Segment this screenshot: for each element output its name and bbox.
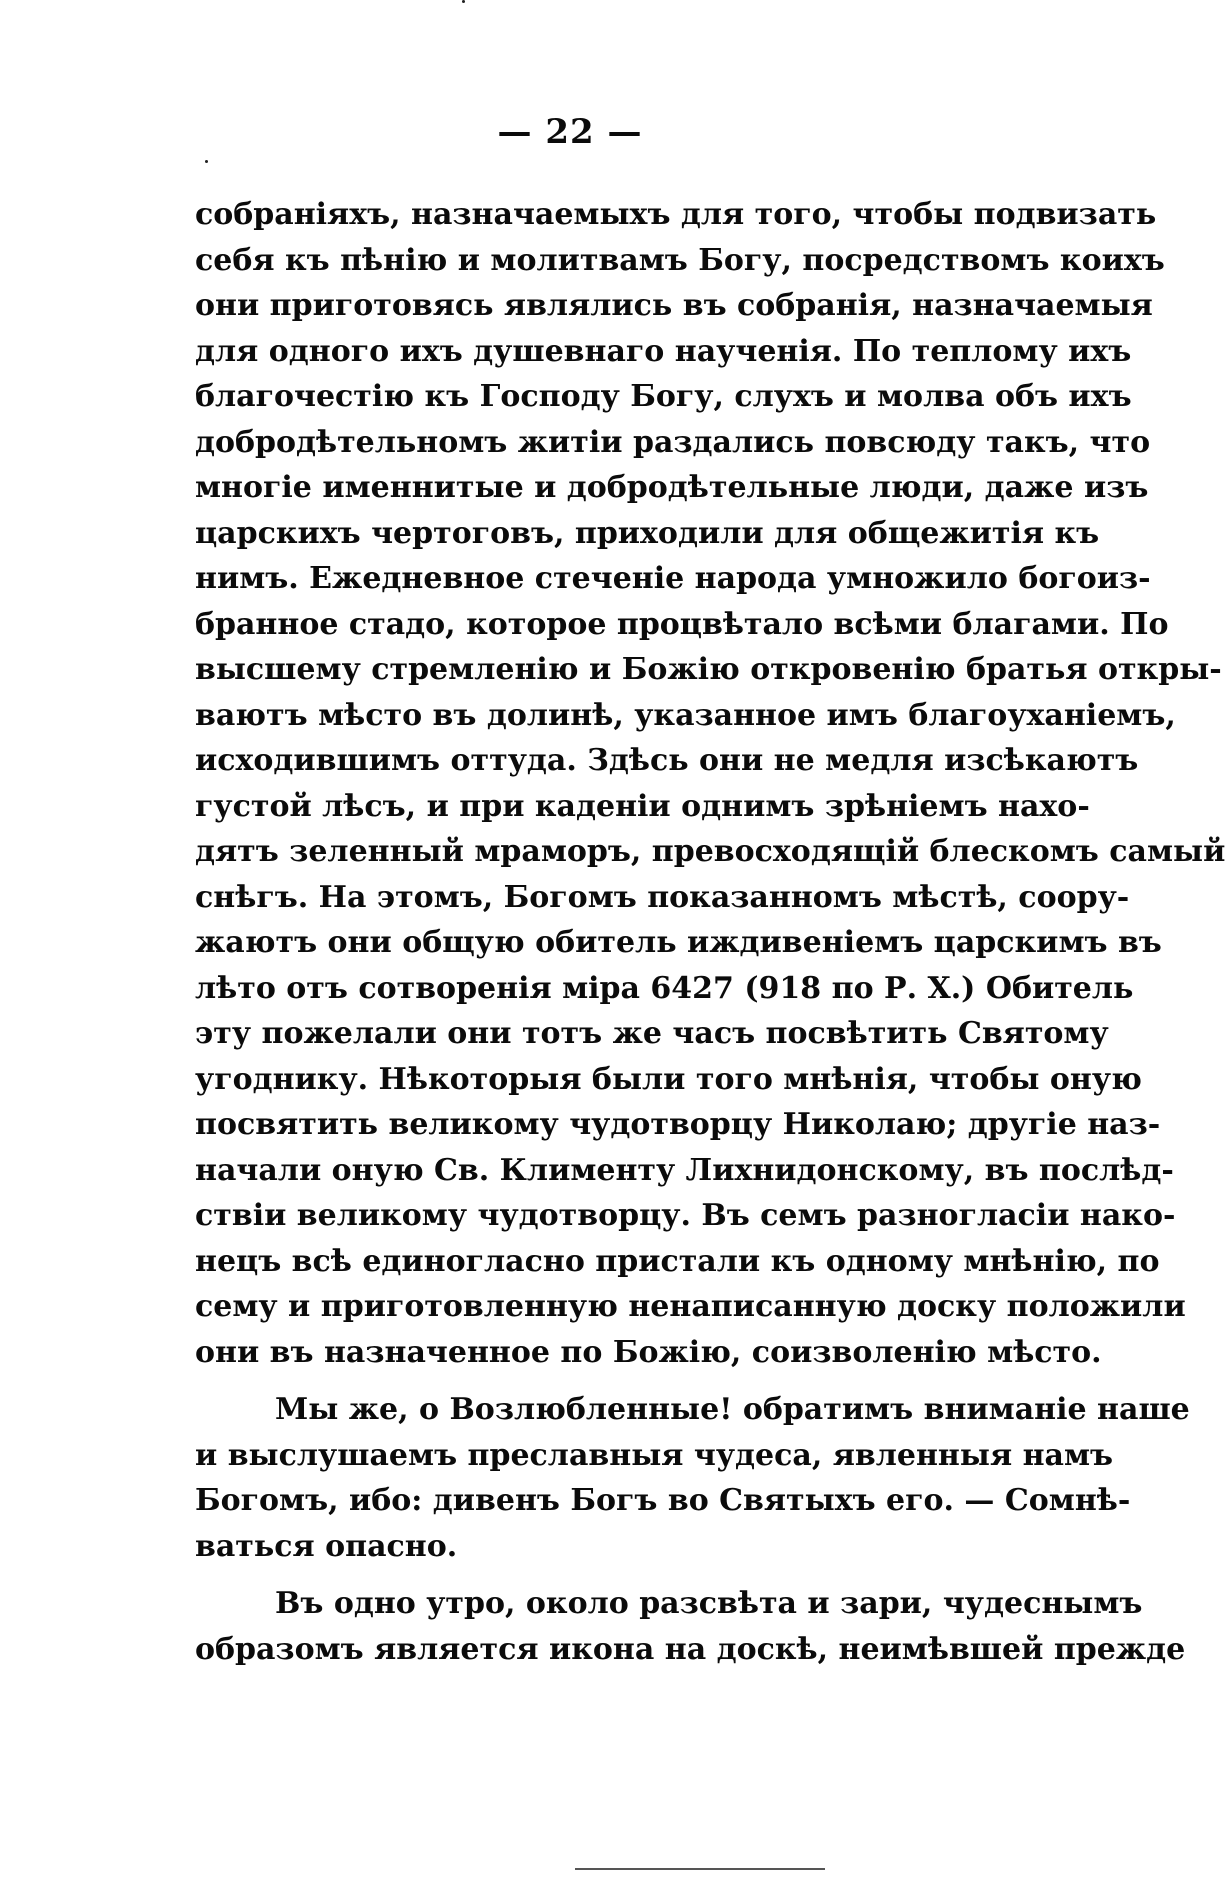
text-line: нецъ всѣ единогласно пристали къ одному мнѣнію, по — [195, 1243, 1160, 1279]
page-number: — 22 — — [497, 112, 643, 152]
paragraph-3 — [195, 1581, 1186, 1672]
text-line: исходившимъ оттуда. Здѣсь они не медля изсѣкаютъ — [195, 743, 1139, 778]
body-text — [195, 192, 1225, 1672]
text-line: густой лѣсъ, и при каденіи однимъ зрѣніемъ нахо- — [195, 788, 1090, 824]
text-line: образомъ является икона на доскѣ, неимѣвшей прежде — [195, 1631, 1186, 1667]
text-line: собраніяхъ, назначаемыхъ для того, чтобы подвизать — [195, 197, 1157, 232]
text-line: эту пожелали они тотъ же часъ посвѣтить Святому — [195, 1016, 1109, 1051]
paragraph-gap — [195, 1569, 1075, 1581]
text-line: себя къ пѣнію и молитвамъ Богу, посредствомъ коихъ — [195, 242, 1165, 278]
text-line: Богомъ, ибо: дивенъ Богъ во Святыхъ его. — Сомнѣ- — [195, 1483, 1131, 1518]
text-line: они приготовясь являлись въ собранія, назначаемыя — [195, 288, 1153, 323]
text-line: для одного ихъ душевнаго наученія. По теплому ихъ — [195, 333, 1132, 369]
text-line: ваютъ мѣсто въ долинѣ, указанное имъ благоуханіемъ, — [195, 697, 1176, 733]
text-line: бранное стадо, которое процвѣтало всѣми благами. По — [195, 606, 1169, 642]
text-line: лѣто отъ сотворенія міра 6427 (918 по Р. Х.) Обитель — [195, 970, 1134, 1006]
text-line: нимъ. Ежедневное стеченіе народа умножило богоиз- — [195, 561, 1151, 596]
text-line: снѣгъ. На этомъ, Богомъ показанномъ мѣстѣ, соору- — [195, 879, 1130, 915]
text-line: они въ назначенное по Божію, соизволенію мѣсто. — [195, 1334, 1102, 1370]
text-line: добродѣтельномъ житіи раздались повсюду такъ, что — [195, 424, 1151, 460]
paragraph-2 — [195, 1387, 1190, 1569]
text-line: царскихъ чертоговъ, приходили для общежитія къ — [195, 515, 1100, 551]
text-line: ваться опасно. — [195, 1528, 458, 1564]
paragraph-gap — [195, 1375, 1075, 1387]
bottom-rule — [575, 1868, 825, 1870]
text-line: жаютъ они общую обитель иждивеніемъ царскимъ въ — [195, 925, 1162, 960]
text-line: благочестію къ Господу Богу, слухъ и молва объ ихъ — [195, 379, 1132, 414]
text-line: угоднику. Нѣкоторыя были того мнѣнія, чтобы оную — [195, 1061, 1142, 1097]
text-line: высшему стремленію и Божію откровенію братья откры- — [195, 652, 1222, 687]
print-speck — [462, 0, 465, 3]
text-line: и выслушаемъ преславныя чудеса, явленныя намъ — [195, 1437, 1114, 1473]
text-line: дятъ зеленный мраморъ, превосходящій блескомъ самый — [195, 834, 1225, 869]
text-line: сему и приготовленную ненаписанную доску положили — [195, 1289, 1186, 1324]
text-line: многіе именнитые и добродѣтельные люди, даже изъ — [195, 470, 1149, 505]
text-line: Мы же, о Возлюбленные! обратимъ вниманіе наше — [275, 1392, 1190, 1427]
paragraph-1 — [195, 192, 1225, 1375]
text-line: посвятить великому чудотворцу Николаю; другіе наз- — [195, 1107, 1161, 1142]
text-line: начали оную Св. Клименту Лихнидонскому, въ послѣд- — [195, 1152, 1174, 1188]
print-speck — [205, 160, 208, 163]
text-line: ствіи великому чудотворцу. Въ семъ разногласіи нако- — [195, 1198, 1176, 1233]
text-line: Въ одно утро, около разсвѣта и зари, чудеснымъ — [275, 1586, 1143, 1621]
